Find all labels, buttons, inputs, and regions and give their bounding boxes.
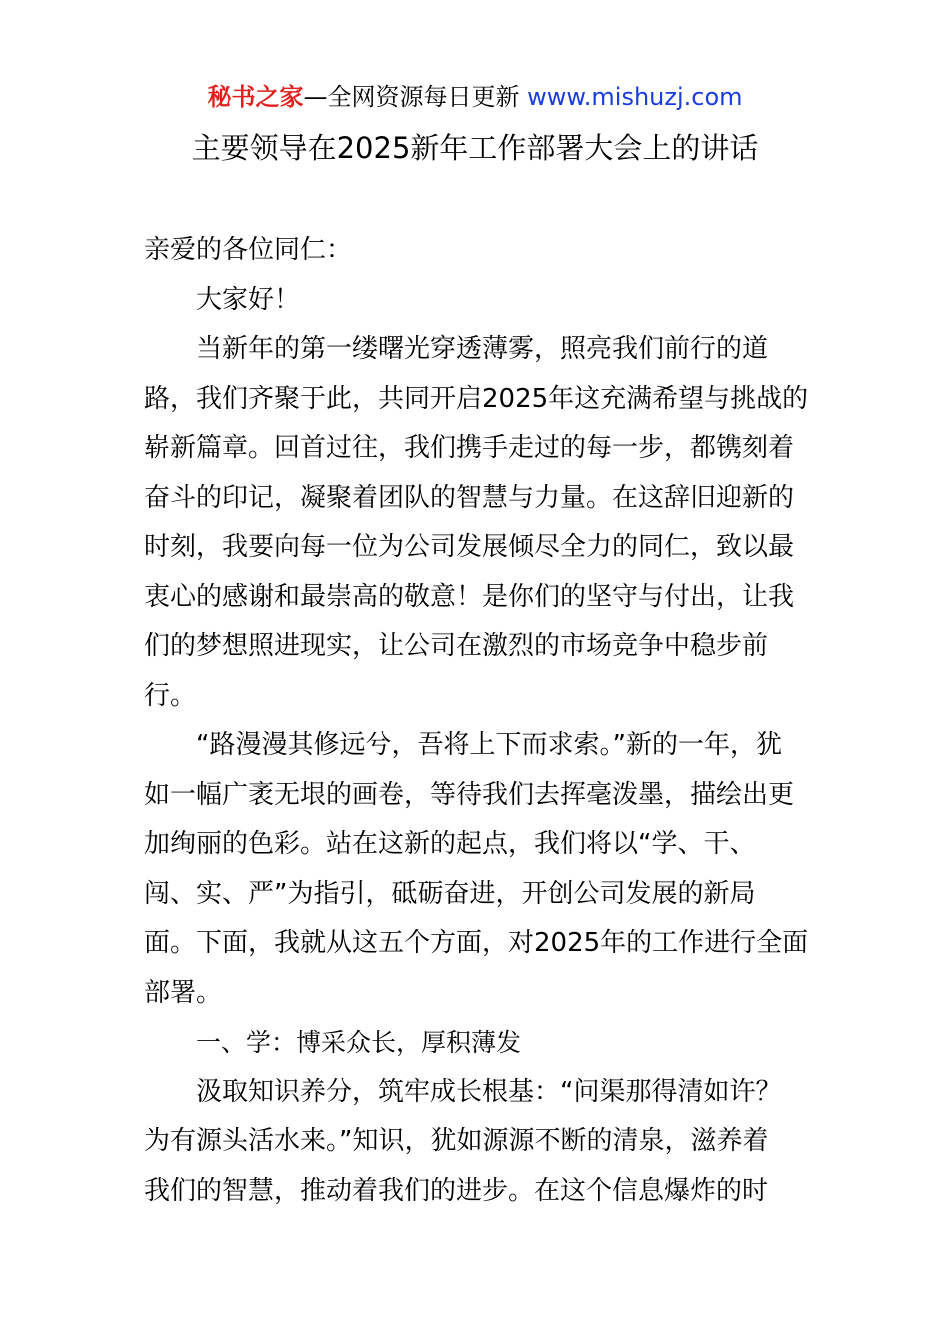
paragraph-line: 部署。 bbox=[144, 977, 223, 1008]
paragraph-line: 行。 bbox=[144, 680, 197, 711]
site-header bbox=[0, 80, 950, 114]
paragraph-line: 崭新篇章。回首过往，我们携手走过的每一步，都镌刻着 bbox=[144, 433, 795, 463]
document-title: 主要领导在2025新年工作部署大会上的讲话 bbox=[191, 131, 759, 165]
paragraph-line: 我们的智慧，推动着我们的进步。在这个信息爆炸的时 bbox=[144, 1175, 769, 1206]
salutation: 亲爱的各位同仁： bbox=[144, 235, 353, 265]
brand-name: 秘书之家 bbox=[207, 83, 304, 111]
paragraph-line: 汲取知识养分，筑牢成长根基：“问渠那得清如许？ bbox=[196, 1076, 782, 1107]
paragraph-line: 衷心的感谢和最崇高的敬意！是你们的坚守与付出，让我 bbox=[144, 581, 795, 612]
paragraph-line: 们的梦想照进现实，让公司在激烈的市场竞争中稳步前 bbox=[144, 631, 769, 661]
paragraph-line: 奋斗的印记，凝聚着团队的智慧与力量。在这辞旧迎新的 bbox=[144, 482, 795, 513]
paragraph-line: “路漫漫其修远兮，吾将上下而求索。”新的一年，犹 bbox=[196, 730, 782, 760]
paragraph-line: 当新年的第一缕曙光穿透薄雾，照亮我们前行的道 bbox=[196, 334, 769, 364]
paragraph-line: 闯、实、严”为指引，砥砺奋进，开创公司发展的新局 bbox=[144, 878, 756, 909]
greeting: 大家好！ bbox=[196, 284, 301, 315]
header-tagline: —全网资源每日更新 bbox=[303, 83, 520, 111]
paragraph-line: 为有源头活水来。”知识，犹如源源不断的清泉，滋养着 bbox=[144, 1126, 769, 1156]
paragraph-line: 时刻，我要向每一位为公司发展倾尽全力的同仁，致以最 bbox=[144, 532, 795, 562]
paragraph-line: 如一幅广袤无垠的画卷，等待我们去挥毫泼墨，描绘出更 bbox=[144, 779, 795, 810]
site-url-link[interactable]: www.mishuzj.com bbox=[527, 83, 743, 111]
paragraph-line: 加绚丽的色彩。站在这新的起点，我们将以“学、干、 bbox=[144, 829, 756, 859]
paragraph-line: 面。下面，我就从这五个方面，对2025年的工作进行全面 bbox=[144, 928, 809, 958]
paragraph-line: 路，我们齐聚于此，共同开启2025年这充满希望与挑战的 bbox=[144, 383, 809, 414]
section-heading: 一、学：博采众长，厚积薄发 bbox=[196, 1028, 522, 1057]
document-body bbox=[144, 226, 812, 1216]
